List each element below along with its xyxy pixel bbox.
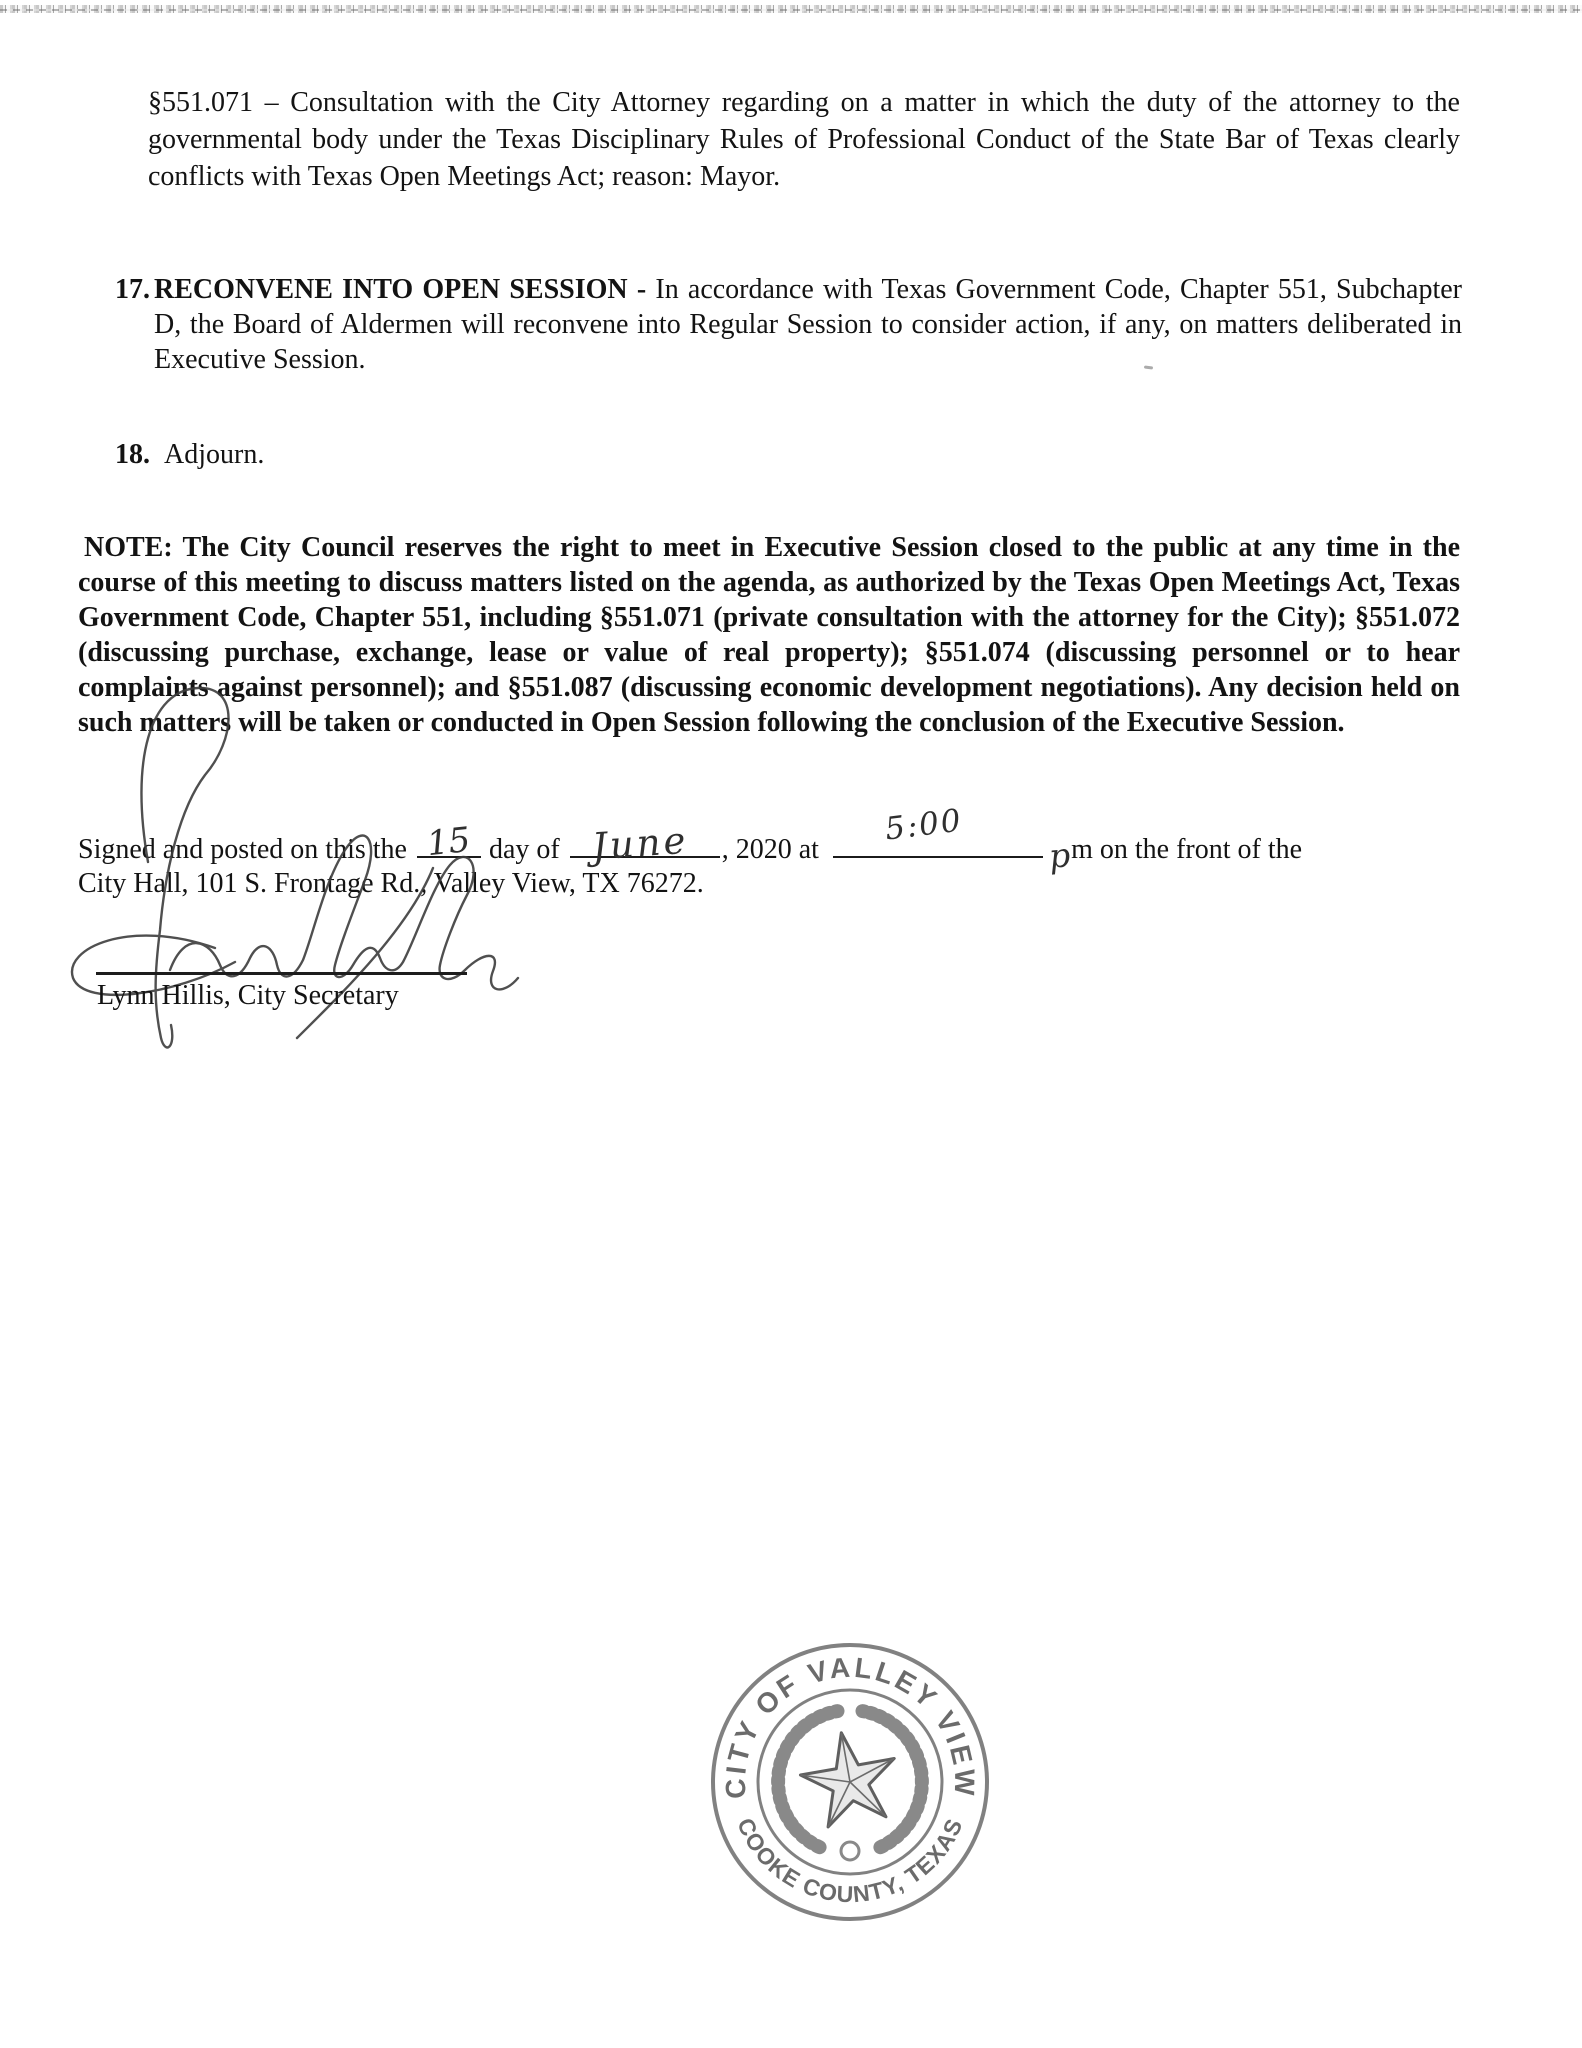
address-line: City Hall, 101 S. Frontage Rd., Valley View, TX 76272.: [78, 868, 704, 899]
handwritten-month: June: [590, 818, 690, 869]
signature-slash-stroke: [297, 868, 433, 1038]
signature-main-stroke: [170, 836, 518, 990]
signed-day-of: day of: [488, 834, 560, 865]
seal-top-text: CITY OF VALLEY VIEW: [719, 1651, 981, 1800]
agenda-item-18: [115, 437, 265, 472]
signed-year-at: , 2020 at: [721, 834, 819, 865]
item-18-body: Adjourn.: [164, 439, 265, 470]
handwritten-time: 5:00: [883, 802, 965, 848]
seal-bottom-text: COOKE COUNTY, TEXAS: [732, 1814, 968, 1908]
item-17-heading: RECONVENE INTO OPEN SESSION: [154, 274, 628, 305]
item-17-body: In accordance with Texas Government Code, Chapter 551, Subchapter D, the Board of Aldermen will reconvene into Regular Session to consider action, if any, on matters deliberated in Executive Session.: [154, 274, 1463, 375]
signature-rule: [96, 972, 467, 975]
time-blank: [833, 802, 1043, 858]
month-blank: [570, 818, 720, 869]
signed-prefix: Signed and posted on this the: [78, 834, 407, 865]
item-18-number: 18.: [115, 439, 150, 470]
handwritten-day: 15: [425, 819, 473, 865]
item-17-separator: -: [627, 274, 656, 305]
note-paragraph: NOTE: The City Council reserves the right to meet in Executive Session closed to the public at any time in the course of this meeting to discuss matters listed on the agenda, as authorized by the Texas Open Meetings Act, Texas Government Code, Chapter 551, including §551.071 (private consultation with the attorney for the City); §551.072 (discussing purchase, exchange, lease or value of real property); §551.074 (discussing personnel or to hear complaints against personnel); and §551.087 (discussing economic development negotiations). Any decision held on such matters will be taken or conducted in Open Session following the conclusion of the Executive Session.: [78, 532, 1460, 738]
scan-artifact-line: [0, 9, 1582, 11]
seal-star: [794, 1724, 903, 1830]
seal-wreath-bow: [841, 1842, 859, 1860]
handwritten-meridiem: p: [1047, 835, 1072, 876]
item-17-number: 17.: [115, 274, 150, 305]
city-seal: [690, 1620, 1010, 1940]
agenda-item-17: [115, 272, 1463, 377]
secretary-name: Lynn Hillis, City Secretary: [97, 980, 399, 1011]
signed-suffix: m on the front of the: [1071, 834, 1303, 865]
consultation-paragraph: §551.071 – Consultation with the City Attorney regarding on a matter in which the duty of the attorney to the governmental body under the Texas Disciplinary Rules of Professional Conduct of the State Bar of Texas clearly conflicts with Texas Open Meetings Act; reason: Mayor.: [148, 87, 1460, 192]
